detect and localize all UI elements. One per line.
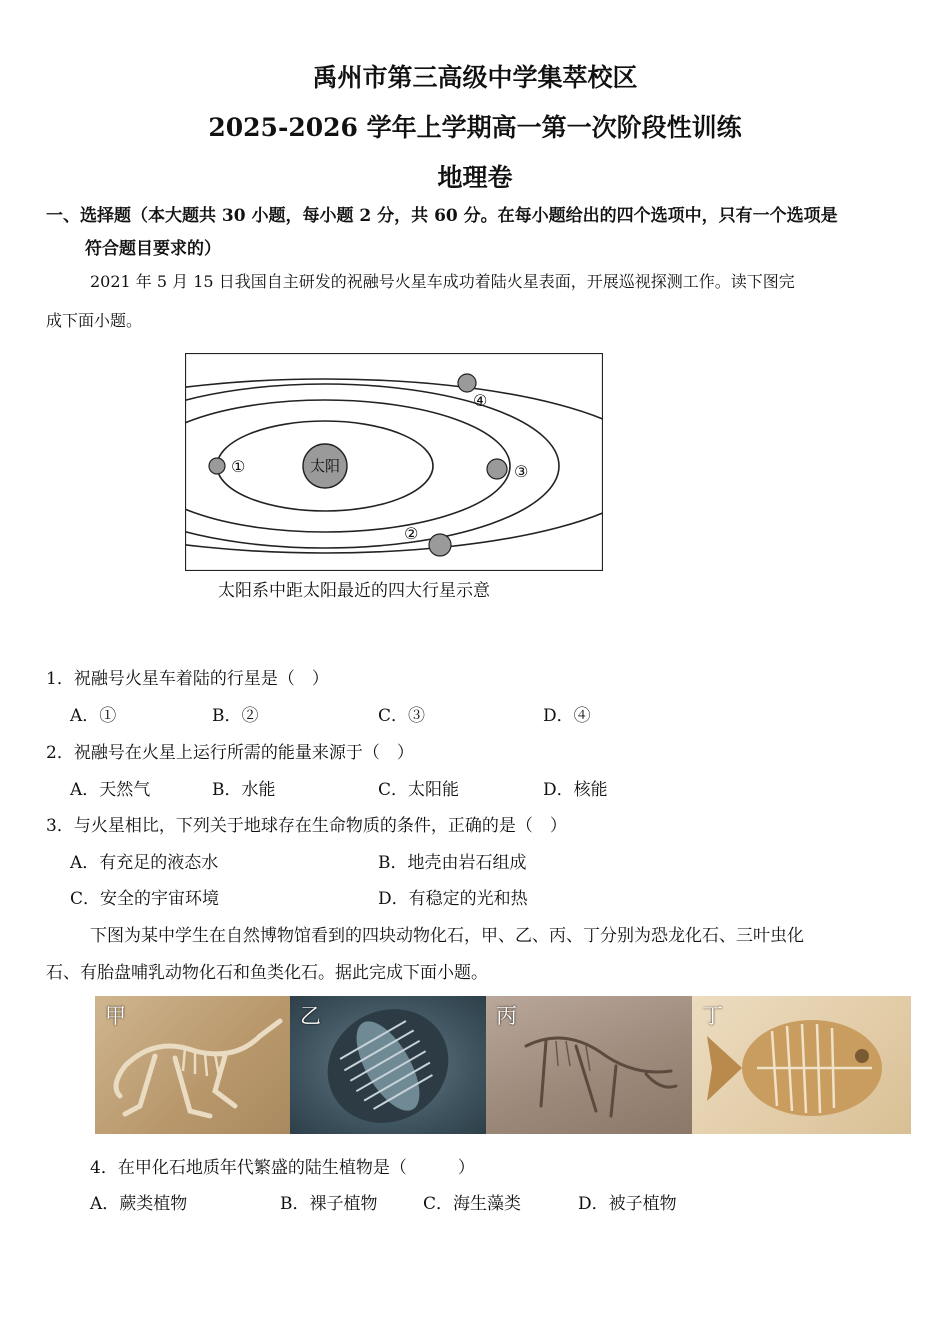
fossil-label-jia: 甲: [105, 1004, 126, 1028]
q4-option-d[interactable]: D．被子植物: [578, 1194, 677, 1214]
figure1-caption: 太阳系中距太阳最近的四大行星示意: [218, 581, 490, 601]
subject-title: 地理卷: [437, 163, 513, 192]
fossil-panel-ding: [692, 996, 911, 1134]
planet-4-icon: [458, 374, 476, 392]
planet-3-label: ③: [514, 462, 529, 481]
solar-system-diagram: [185, 353, 603, 571]
fossil-panel-jia: [95, 996, 290, 1134]
question-2-stem: 2．祝融号在火星上运行所需的能量来源于（ ）: [46, 743, 414, 763]
q1-option-d[interactable]: D．④: [543, 706, 591, 726]
fossil-label-bing: 丙: [496, 1004, 517, 1028]
solar-system-figure: [185, 353, 603, 571]
q2-option-c[interactable]: C．太阳能: [378, 780, 460, 800]
q3-option-a[interactable]: A．有充足的液态水: [70, 853, 219, 873]
q2-option-d[interactable]: D．核能: [543, 780, 608, 800]
q4-option-c[interactable]: C．海生藻类: [423, 1194, 522, 1214]
planet-1-label: ①: [231, 457, 246, 476]
fish-fossil-icon: [692, 996, 911, 1134]
section-heading-line1: 一、选择题（本大题共 30 小题，每小题 2 分，共 60 分。在每小题给出的四个选项中，只有一个选项是: [46, 206, 838, 226]
question-3-stem: 3．与火星相比，下列关于地球存在生命物质的条件，正确的是（ ）: [46, 816, 567, 836]
q1-option-c[interactable]: C．③: [378, 706, 426, 726]
q2-option-b[interactable]: B．水能: [212, 780, 276, 800]
figure-frame: [186, 354, 603, 571]
fossil-panel-bing: [486, 996, 692, 1134]
section-heading-line2: 符合题目要求的）: [85, 239, 221, 259]
planet-3-icon: [487, 459, 507, 479]
q1-option-a[interactable]: A．①: [70, 706, 117, 726]
intro1-line1: 2021 年 5 月 15 日我国自主研发的祝融号火星车成功着陆火星表面，开展巡视探测工作。读下图完: [90, 272, 795, 291]
planet-1-icon: [209, 458, 225, 474]
planet-2-label: ②: [404, 524, 419, 543]
exam-title: 2025-2026 学年上学期高一第一次阶段性训练: [208, 113, 742, 142]
intro2-line2: 石、有胎盘哺乳动物化石和鱼类化石。据此完成下面小题。: [46, 963, 488, 983]
planet-2-icon: [429, 534, 451, 556]
school-title: 禹州市第三高级中学集萃校区: [312, 63, 638, 92]
intro1-line2: 成下面小题。: [46, 311, 143, 330]
q3-option-c[interactable]: C．安全的宇宙环境: [70, 889, 220, 909]
q2-option-a[interactable]: A．天然气: [70, 780, 151, 800]
fossil-label-ding: 丁: [702, 1004, 723, 1028]
question-4-stem: 4．在甲化石地质年代繁盛的陆生植物是（ ）: [90, 1158, 475, 1178]
planet-4-label: ④: [473, 391, 488, 410]
intro2-line1: 下图为某中学生在自然博物馆看到的四块动物化石，甲、乙、丙、丁分别为恐龙化石、三叶虫化: [90, 926, 804, 946]
question-1-stem: 1．祝融号火星车着陆的行星是（ ）: [46, 669, 329, 689]
fossil-label-yi: 乙: [300, 1004, 321, 1028]
q3-option-d[interactable]: D．有稳定的光和热: [378, 889, 528, 909]
q4-option-b[interactable]: B．裸子植物: [280, 1194, 378, 1214]
q3-option-b[interactable]: B．地壳由岩石组成: [378, 853, 527, 873]
fossil-image-strip: [95, 996, 911, 1134]
sun-label: 太阳: [309, 457, 341, 475]
q4-option-a[interactable]: A．蕨类植物: [90, 1194, 188, 1214]
fossil-panel-yi: [290, 996, 486, 1134]
q1-option-b[interactable]: B．②: [212, 706, 259, 726]
